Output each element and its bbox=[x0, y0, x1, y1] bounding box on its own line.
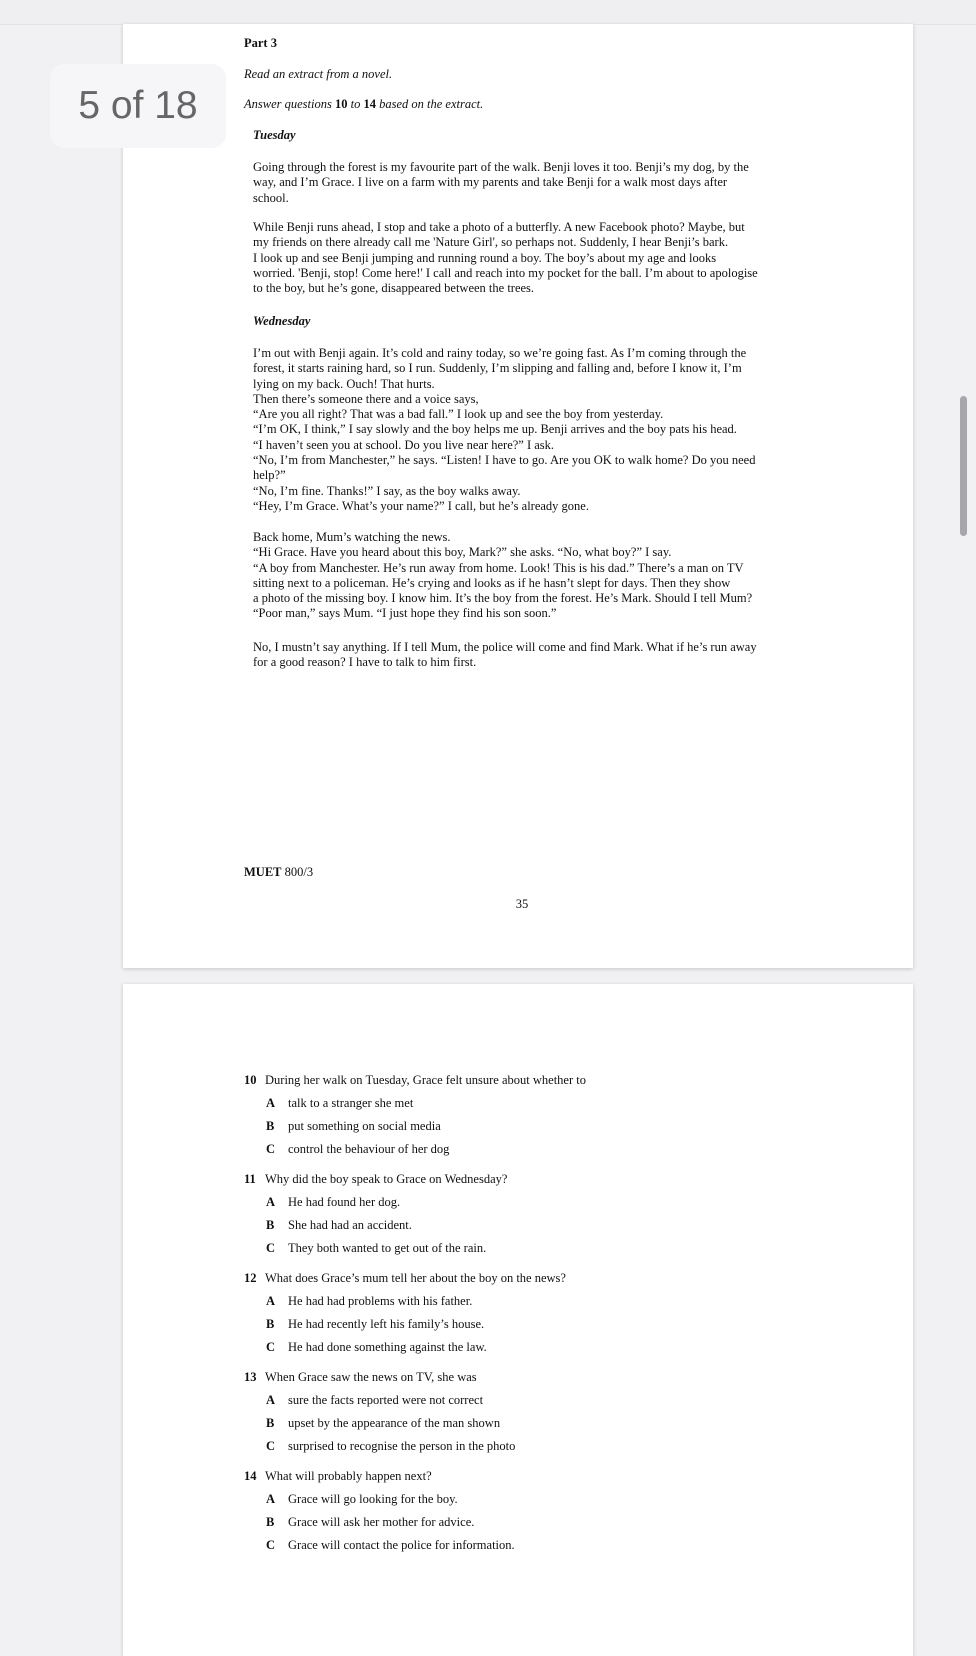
question-13: 13 When Grace saw the news on TV, she was bbox=[244, 1370, 477, 1384]
question-14: 14 What will probably happen next? bbox=[244, 1469, 432, 1483]
document-page-35 bbox=[123, 24, 913, 968]
question-14-option-c: C Grace will contact the police for information. bbox=[266, 1538, 515, 1552]
question-10-option-c: C control the behaviour of her dog bbox=[266, 1142, 450, 1156]
tuesday-paragraph-2: While Benji runs ahead, I stop and take a photo of a butterfly. A new Facebook photo? Maybe, but my friends on there already call me 'Nature Girl', so perhaps not. Suddenly, I hear Benji’s bark. I look up and see Benji jumping and running round a boy. The boy’s about my age and looks worried. 'Benji, stop! Come here!' I call and reach into my pocket for the ball. I’m about to apologise to the boy, but he’s gone, disappeared between the trees. bbox=[253, 220, 758, 296]
question-12: 12 What does Grace’s mum tell her about the boy on the news? bbox=[244, 1271, 566, 1285]
question-12-option-b: B He had recently left his family’s house. bbox=[266, 1317, 485, 1331]
question-11: 11 Why did the boy speak to Grace on Wednesday? bbox=[244, 1172, 508, 1186]
question-12-option-a: A He had had problems with his father. bbox=[266, 1294, 473, 1308]
question-11-option-a: A He had found her dog. bbox=[266, 1195, 401, 1209]
question-13-option-b: B upset by the appearance of the man shown bbox=[266, 1416, 501, 1430]
instruction-read: Read an extract from a novel. bbox=[244, 67, 393, 81]
document-page-36 bbox=[123, 984, 913, 1656]
exam-code: MUET 800/3 bbox=[244, 865, 314, 879]
viewer-toolbar bbox=[0, 0, 976, 25]
instruction-answer: Answer questions 10 to 14 based on the extract. bbox=[244, 97, 484, 111]
question-14-option-a: A Grace will go looking for the boy. bbox=[266, 1492, 458, 1506]
scrollbar-thumb[interactable] bbox=[960, 396, 967, 536]
question-13-option-c: C surprised to recognise the person in the photo bbox=[266, 1439, 516, 1453]
question-10-option-a: A talk to a stranger she met bbox=[266, 1096, 414, 1110]
question-11-option-c: C They both wanted to get out of the rain. bbox=[266, 1241, 487, 1255]
wednesday-paragraph-2: Back home, Mum’s watching the news. “Hi Grace. Have you heard about this boy, Mark?” she asks. “No, what boy?” I say. “A boy from Manchester. He’s run away from home. Look! This is his dad.” There’s a man on TV sitting next to a policeman. He’s crying and looks as if he hasn’t slept for days. Then they show a photo of the missing boy. I know him. It’s the boy from the forest. He’s Mark. Should I tell Mum? “Poor man,” says Mum. “I just hope they find his son soon.” bbox=[253, 530, 753, 621]
part-title: Part 3 bbox=[244, 36, 277, 50]
wednesday-paragraph-1: I’m out with Benji again. It’s cold and rainy today, so we’re going fast. As I’m coming through the forest, it starts raining hard, so I run. Suddenly, I’m slipping and falling and, before I know it, I’m lying on my back. Ouch! That hurts. Then there’s someone there and a voice says, “Are you all right? That was a bad fall.” I look up and see the boy from yesterday. “I’m OK, I think,” I say slowly and the boy helps me up. Benji arrives and the boy pats his head. “I haven’t seen you at school. Do you live near here?” I ask. “No, I’m from Manchester,” he says. “Listen! I have to go. Are you OK to walk home? Do you need help?” “No, I’m fine. Thanks!” I say, as the boy walks away. “Hey, I’m Grace. What’s your name?” I call, but he’s already gone. bbox=[253, 346, 756, 513]
tuesday-heading: Tuesday bbox=[253, 128, 296, 142]
page-counter: 5 of 18 bbox=[50, 64, 226, 148]
wednesday-paragraph-3: No, I mustn’t say anything. If I tell Mum, the police will come and find Mark. What if he’s run away for a good reason? I have to talk to him first. bbox=[253, 640, 757, 670]
question-10-option-b: B put something on social media bbox=[266, 1119, 441, 1133]
wednesday-heading: Wednesday bbox=[253, 314, 311, 328]
question-10: 10 During her walk on Tuesday, Grace felt unsure about whether to bbox=[244, 1073, 586, 1087]
question-13-option-a: A sure the facts reported were not correct bbox=[266, 1393, 484, 1407]
page-number: 35 bbox=[515, 897, 529, 911]
question-12-option-c: C He had done something against the law. bbox=[266, 1340, 487, 1354]
question-11-option-b: B She had had an accident. bbox=[266, 1218, 412, 1232]
tuesday-paragraph-1: Going through the forest is my favourite part of the walk. Benji loves it too. Benji’s my dog, by the way, and I’m Grace. I live on a farm with my parents and take Benji for a walk most days after school. bbox=[253, 160, 749, 205]
question-14-option-b: B Grace will ask her mother for advice. bbox=[266, 1515, 475, 1529]
